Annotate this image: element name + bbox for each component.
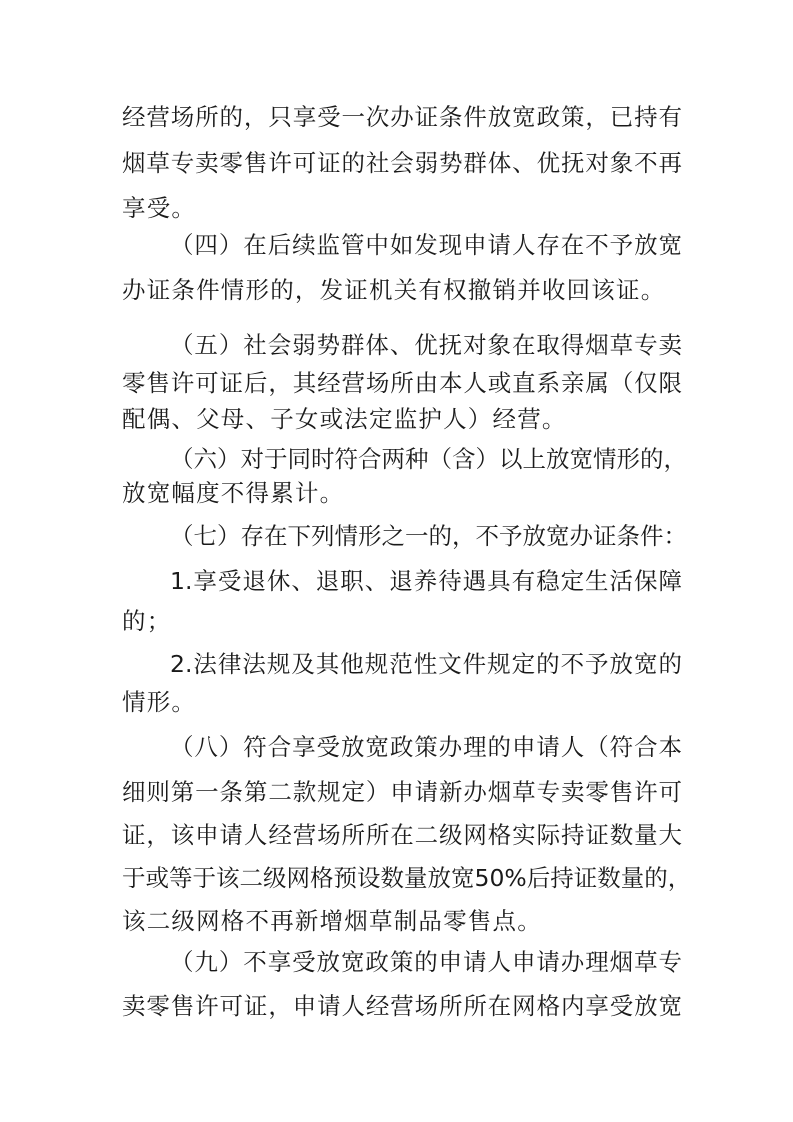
paragraph-line: 烟草专卖零售许可证的社会弱势群体、优抚对象不再 [122,149,682,177]
paragraph-line: 配偶、父母、子女或法定监护人）经营。 [122,405,567,433]
paragraph-line: 放宽幅度不得累计。 [122,479,345,507]
paragraph-line: 于或等于该二级网格预设数量放宽50%后持证数量的， [122,864,692,892]
paragraph-line: 情形。 [122,688,197,716]
paragraph-line: 该二级网格不再新增烟草制品零售点。 [122,907,542,935]
paragraph-line: （九）不享受放宽政策的申请人申请办理烟草专 [170,948,682,976]
paragraph-line: 零售许可证后，其经营场所由本人或直系亲属（仅限 [122,369,682,397]
paragraph-line: （八）符合享受放宽政策办理的申请人（符合本 [170,733,682,761]
paragraph-line: 卖零售许可证，申请人经营场所所在网格内享受放宽 [122,992,682,1020]
paragraph-line: 的； [122,607,172,635]
paragraph-line: 细则第一条第二款规定）申请新办烟草专卖零售许可 [122,778,682,806]
paragraph-line: （五）社会弱势群体、优抚对象在取得烟草专卖 [170,331,682,359]
paragraph-line: （四）在后续监管中如发现申请人存在不予放宽 [170,231,682,259]
paragraph-line: 经营场所的，只享受一次办证条件放宽政策，已持有 [122,103,682,131]
paragraph-line: （七）存在下列情形之一的，不予放宽办证条件： [170,522,687,550]
paragraph-line: 1.享受退休、退职、退养待遇具有稳定生活保障 [170,567,682,595]
paragraph-line: 2.法律法规及其他规范性文件规定的不予放宽的 [170,650,682,678]
paragraph-line: 享受。 [122,194,197,222]
paragraph-line: 证，该申请人经营场所所在二级网格实际持证数量大 [122,821,682,849]
paragraph-line: （六）对于同时符合两种（含）以上放宽情形的， [170,445,687,473]
paragraph-line: 办证条件情形的，发证机关有权撤销并收回该证。 [122,276,666,304]
